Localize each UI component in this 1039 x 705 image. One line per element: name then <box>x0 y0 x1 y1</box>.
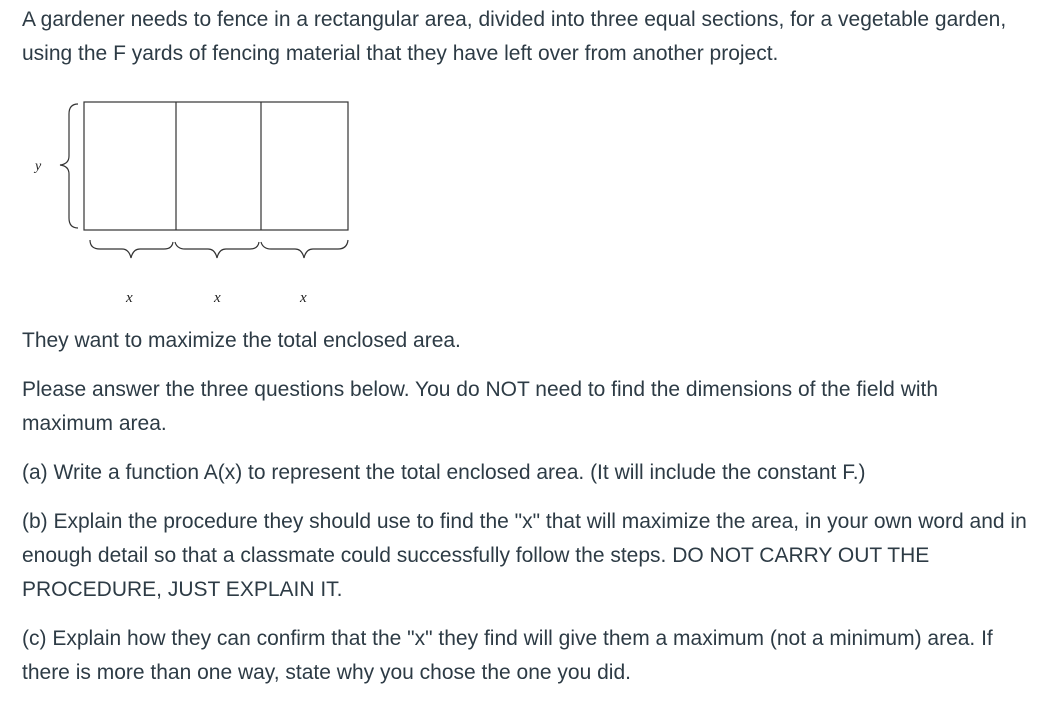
label-y: y <box>35 159 42 174</box>
x-brace-3 <box>261 240 348 258</box>
x-brace-2 <box>175 242 259 258</box>
instructions-paragraph: Please answer the three questions below. You do NOT need to find the dimensions of the field with maximum area. <box>22 378 939 435</box>
question-c: (c) Explain how they can confirm that the "x" they find will give them a maximum (not a minimum) area. If there is more than one way, state why you chose the one you did. <box>22 627 993 684</box>
x-brace-1 <box>90 240 173 258</box>
label-x-2: x <box>214 290 221 306</box>
garden-outer-fence <box>84 102 348 230</box>
goal-paragraph: They want to maximize the total enclosed area. <box>22 329 461 352</box>
question-a: (a) Write a function A(x) to represent the total enclosed area. (It will include the constant F.) <box>22 461 866 484</box>
label-x-3: x <box>300 290 307 306</box>
garden-diagram-svg <box>22 92 362 312</box>
intro-paragraph: A gardener needs to fence in a rectangular area, divided into three equal sections, for a vegetable garden, using the F yards of fencing material that they have left over from another project. <box>22 8 1007 65</box>
y-brace <box>60 104 78 228</box>
question-b: (b) Explain the procedure they should use to find the "x" that will maximize the area, in your own word and in enough detail so that a classmate could successfully follow the steps. DO NOT CARRY OUT THE PROCEDURE, JUST EXPLAIN IT. <box>22 510 1027 601</box>
label-x-1: x <box>126 290 133 306</box>
garden-diagram <box>22 92 362 312</box>
